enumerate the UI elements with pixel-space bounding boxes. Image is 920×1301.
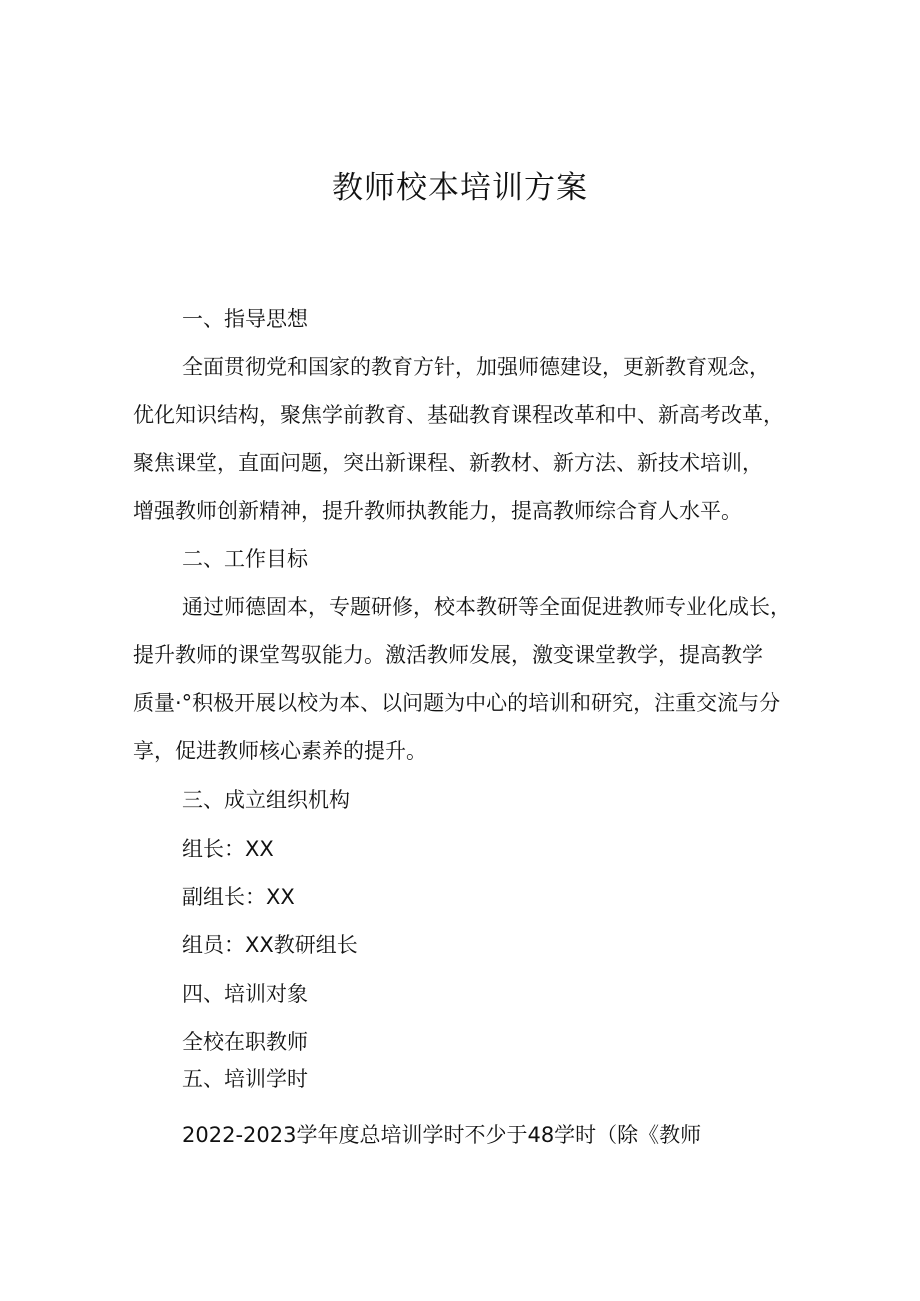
paragraph-line: 提升教师的课堂驾驭能力。激活教师发展，激变课堂教学，提高教学	[133, 643, 763, 667]
paragraph-line: 质量·°积极开展以校为本、以问题为中心的培训和研究，注重交流与分	[133, 691, 781, 715]
training-target-item: 全校在职教师	[182, 1030, 308, 1054]
document-title: 教师校本培训方案	[332, 170, 588, 206]
paragraph-line: 享，促进教师核心素养的提升。	[133, 739, 427, 763]
paragraph-line: 增强教师创新精神，提升教师执教能力，提高教师综合育人水平。	[133, 499, 742, 523]
section-heading-training-targets: 四、培训对象	[182, 982, 308, 1006]
training-hours-line: 2022-2023学年度总培训学时不少于48学时（除《教师	[182, 1123, 702, 1147]
paragraph-line: 全面贯彻党和国家的教育方针，加强师德建设，更新教育观念，	[182, 355, 770, 379]
section-heading-guiding-ideology: 一、指导思想	[182, 307, 308, 331]
paragraph-line: 聚焦课堂，直面问题，突出新课程、新教材、新方法、新技术培训，	[133, 451, 763, 475]
paragraph-line: 优化知识结构，聚焦学前教育、基础教育课程改革和中、新高考改革，	[133, 403, 784, 427]
org-item-deputy-leader: 副组长：XX	[182, 885, 295, 909]
org-item-leader: 组长：XX	[182, 837, 274, 861]
section-heading-organization: 三、成立组织机构	[182, 788, 350, 812]
paragraph-line: 通过师德固本，专题研修，校本教研等全面促进教师专业化成长，	[182, 595, 791, 619]
section-heading-training-hours: 五、培训学时	[182, 1067, 308, 1091]
org-item-members: 组员：XX教研组长	[182, 933, 358, 957]
section-heading-work-goals: 二、工作目标	[182, 547, 308, 571]
